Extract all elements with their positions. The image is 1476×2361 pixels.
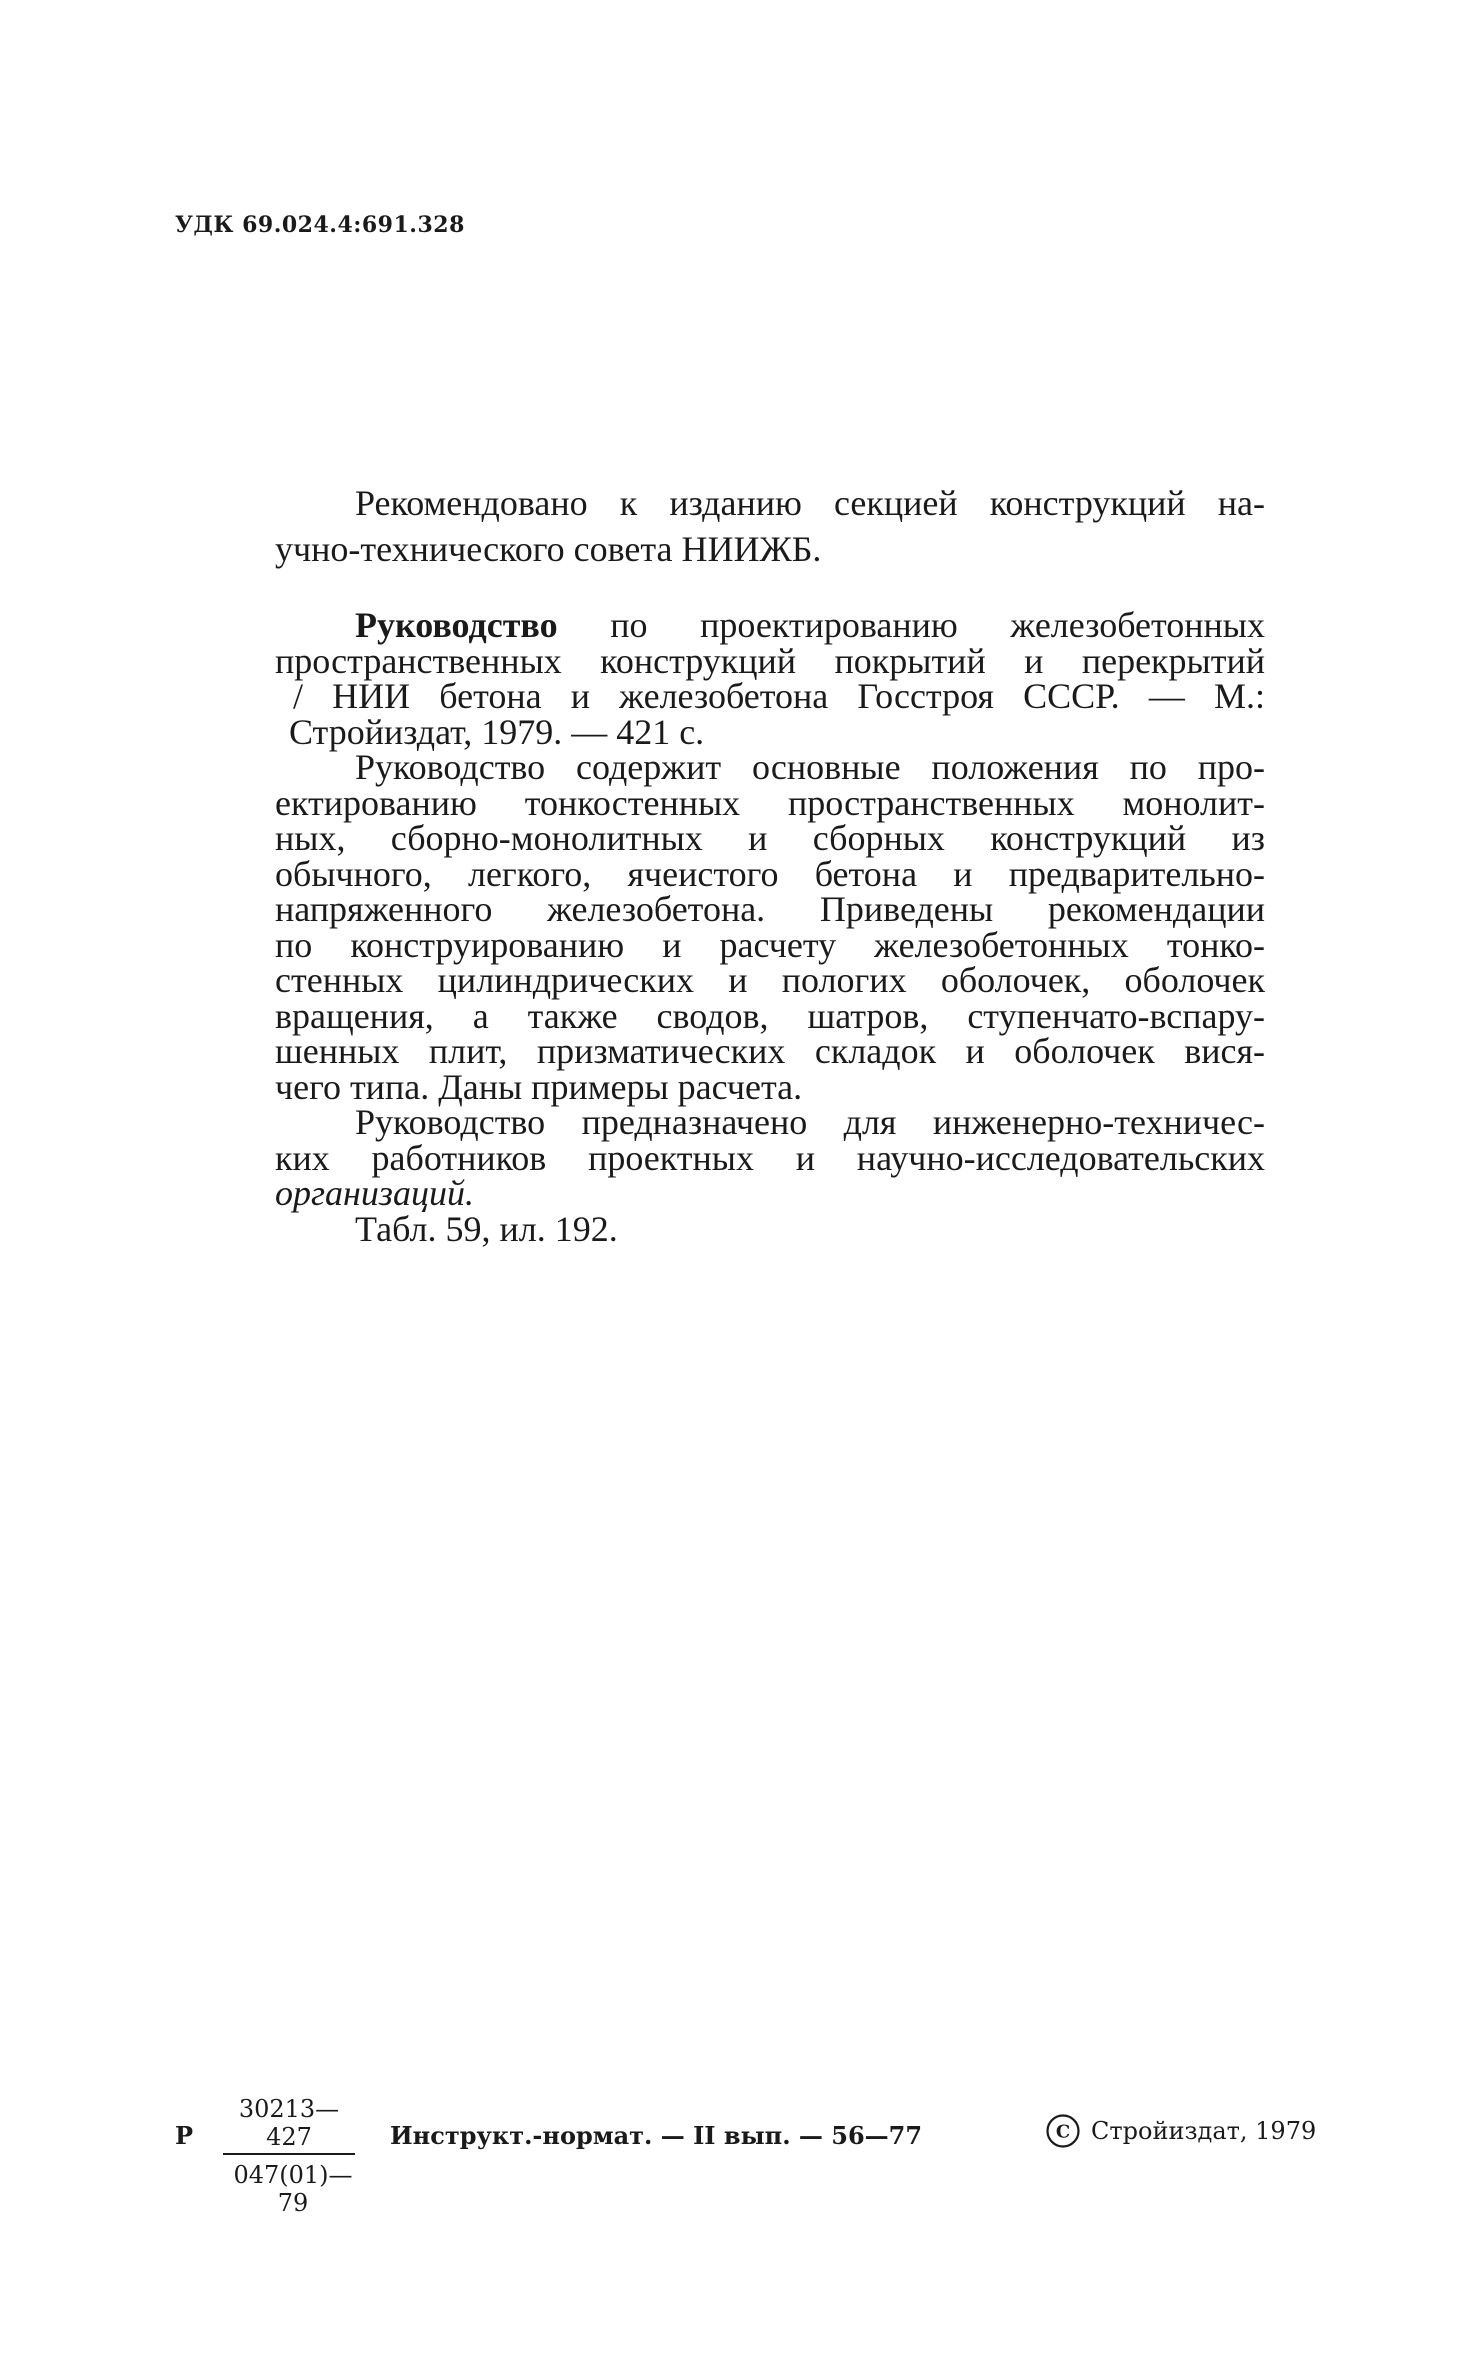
abstract-line: стенных цилиндрических и пологих оболочек, оболочек (275, 960, 1265, 1000)
tables-illustrations-count: Табл. 59, ил. 192. (355, 1208, 618, 1249)
abstract-line: напряженного железобетона. Приведены рекомендации (275, 889, 1265, 929)
audience-line-3: организаций. (275, 1173, 474, 1213)
abstract-line: обычного, легкого, ячеистого бетона и предварительно- (275, 853, 1265, 894)
citation-line-1 (275, 605, 1265, 645)
citation-line-4: Стройиздат, 1979. — 421 с. (289, 711, 705, 752)
copyright-notice (1045, 2113, 1316, 2149)
citation-line-3: / НИИ бетона и железобетона Госстроя СССР. — М.: (293, 676, 1265, 716)
copyright-icon (1045, 2113, 1081, 2149)
annotation-block (275, 605, 1265, 1249)
copyright-symbol: C (1055, 2121, 1071, 2143)
index-letter: Р (175, 2121, 194, 2150)
audience-line-2: ких работников проектных и научно-исследовательских (275, 1137, 1265, 1178)
recommendation-note (275, 480, 1265, 572)
imprint-footer (175, 2095, 1355, 2217)
abstract-line: Руководство содержит основные положения по про- (355, 747, 1265, 787)
index-fraction (223, 2095, 363, 2217)
abstract-line: по конструированию и расчету железобетонных тонко- (275, 924, 1265, 965)
udk-code: УДК 69.024.4:691.328 (175, 212, 465, 238)
index-numerator: 30213—427 (223, 2095, 355, 2155)
index-denominator: 047(01)—79 (233, 2161, 353, 2217)
abstract-line: чего типа. Даны примеры расчета. (275, 1066, 803, 1107)
abstract-line: ных, сборно-монолитных и сборных конструкций из (275, 818, 1265, 858)
series-info: Инструкт.-нормат. — II вып. — 56—77 (390, 2121, 923, 2150)
abstract-line: ектированию тонкостенных пространственных монолит- (275, 782, 1265, 823)
copyright-text: Стройиздат, 1979 (1091, 2117, 1317, 2145)
citation-line-2: пространственных конструкций покрытий и перекрытий (275, 640, 1265, 681)
recommendation-line-2: учно-технического совета НИИЖБ. (275, 529, 822, 569)
citation-line-1-rest: по проектированию железобетонных (610, 605, 1265, 645)
abstract-line: вращения, а также сводов, шатров, ступенчато-вспару- (275, 995, 1265, 1036)
citation-title: Руководство (355, 605, 558, 645)
abstract-line: шенных плит, призматических складок и оболочек вися- (275, 1031, 1265, 1071)
audience-line-1: Руководство предназначено для инженерно-техничес- (355, 1102, 1265, 1142)
recommendation-line-1: Рекомендовано к изданию секцией конструкций на- (355, 483, 1265, 523)
